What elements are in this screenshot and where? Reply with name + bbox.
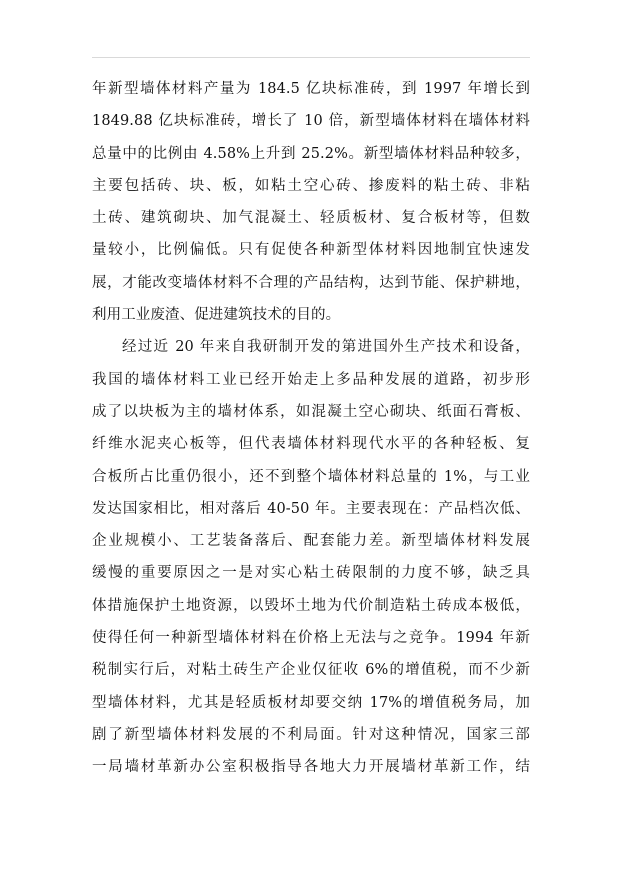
paragraph-2-line: 剧了新型墙体材料发展的不利局面。针对这种情况，国家三部 [92, 726, 530, 743]
paragraph-2-line: 成了以块板为主的墙材体系，如混凝土空心砌块、纸面石膏板、 [92, 403, 530, 420]
paragraph-2-line: 发达国家相比，相对落后 40-50 年。主要表现在：产品档次低、 [92, 500, 530, 517]
paragraph-2-line: 企业规模小、工艺装备落后、配套能力差。新型墙体材料发展 [92, 533, 530, 550]
paragraph-2-line: 税制实行后，对粘土砖生产企业仅征收 6%的增值税，而不少新 [92, 662, 530, 679]
paragraph-2 [92, 331, 530, 783]
paragraph-2-line: 型墙体材料，尤其是轻质板材却要交纳 17%的增值税务局，加 [92, 694, 530, 711]
paragraph-1-line: 利用工业废渣、促进建筑技术的目的。 [92, 307, 341, 324]
paragraph-2-line: 使得任何一种新型墙体材料在价格上无法与之竞争。1994 年新 [92, 630, 530, 647]
paragraph-1-line: 土砖、建筑砌块、加气混凝土、轻质板材、复合板材等，但数 [92, 210, 530, 227]
paragraph-1-line: 量较小，比例偏低。只有促使各种新型体材料因地制宜快速发 [92, 242, 530, 259]
paragraph-1-line: 主要包括砖、块、板，如粘土空心砖、掺废料的粘土砖、非粘 [92, 177, 530, 194]
paragraph-2-line: 一局墙材革新办公室积极指导各地大力开展墙材革新工作，结 [92, 759, 530, 776]
paragraph-2-line: 合板所占比重仍很小，还不到整个墙体材料总量的 1%，与工业 [92, 468, 530, 485]
paragraph-2-line: 体措施保护土地资源，以毁坏土地为代价制造粘土砖成本极低， [92, 597, 530, 614]
document-body [92, 73, 530, 784]
paragraph-2-line: 经过近 20 年来自我研制开发的第进国外生产技术和设备， [122, 339, 530, 356]
paragraph-2-line: 缓慢的重要原因之一是对实心粘土砖限制的力度不够，缺乏具 [92, 565, 530, 582]
paragraph-1-line: 年新型墙体材料产量为 184.5 亿块标准砖，到 1997 年增长到 [92, 81, 530, 97]
header-rule [92, 57, 530, 58]
paragraph-1-line: 总量中的比例由 4.58%上升到 25.2%。新型墙体材料品种较多， [92, 145, 530, 162]
paragraph-1-line: 1849.88 亿块标准砖，增长了 10 倍，新型墙体材料在墙体材料 [92, 113, 530, 130]
paragraph-1-line: 展，才能改变墙体材料不合理的产品结构，达到节能、保护耕地， [92, 274, 530, 291]
paragraph-1 [92, 73, 530, 331]
paragraph-2-line: 我国的墙体材料工业已经开始走上多品种发展的道路，初步形 [92, 371, 530, 388]
paragraph-2-line: 纤维水泥夹心板等，但代表墙体材料现代水平的各种轻板、复 [92, 436, 530, 453]
